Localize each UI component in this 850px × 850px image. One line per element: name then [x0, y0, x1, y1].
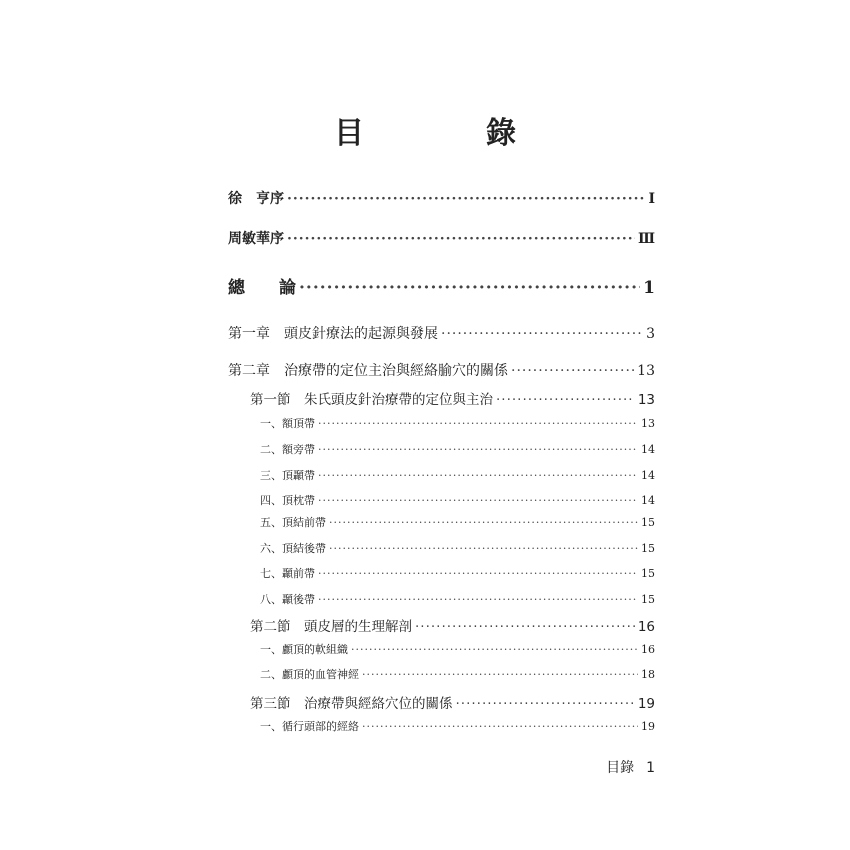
toc-entry-label: 三、頂顳帶 [260, 469, 315, 482]
toc-entry[interactable] [260, 415, 655, 431]
toc-entry-label: 一、額頂帶 [260, 417, 315, 430]
dot-leader [318, 567, 638, 580]
toc-entry[interactable] [228, 188, 655, 208]
toc-entry-label: 徐 亨序 [228, 191, 284, 207]
dot-leader [318, 494, 638, 507]
toc-entry-label: 第二章 治療帶的定位主治與經絡腧穴的關係 [228, 363, 508, 379]
toc-entry-page: 13 [637, 363, 655, 379]
toc-entry[interactable] [260, 565, 655, 581]
toc-entry[interactable] [260, 492, 655, 508]
toc-entry-page: Ⅰ [648, 191, 655, 207]
toc-entry-page: 19 [637, 696, 655, 712]
toc-entry-label: 二、顱頂的血管神經 [260, 668, 359, 681]
dot-leader [329, 542, 638, 555]
toc-entry-label: 一、循行頭部的經絡 [260, 720, 359, 733]
dot-leader [362, 668, 638, 681]
toc-entry-page: Ⅲ [637, 231, 655, 247]
dot-leader [299, 278, 640, 298]
toc-entry[interactable] [260, 591, 655, 607]
dot-leader [362, 720, 638, 733]
toc-entry[interactable] [260, 540, 655, 556]
toc-entry-page: 15 [641, 516, 655, 529]
toc-entry-label: 六、頂結後帶 [260, 542, 326, 555]
toc-entry-page: 18 [641, 668, 655, 681]
dot-leader [441, 326, 643, 342]
dot-leader [496, 392, 635, 408]
dot-leader [318, 593, 638, 606]
toc-entry-label: 周敏華序 [228, 231, 284, 247]
toc-entry[interactable] [228, 323, 655, 343]
dot-leader [329, 516, 638, 529]
toc-entry-label: 第三節 治療帶與經絡穴位的關係 [250, 696, 453, 712]
dot-leader [318, 417, 638, 430]
dot-leader [287, 231, 635, 247]
dot-leader [415, 619, 635, 635]
toc-entry[interactable] [260, 467, 655, 483]
toc-entry[interactable] [228, 273, 655, 298]
toc-entry-label: 第一節 朱氏頭皮針治療帶的定位與主治 [250, 392, 493, 408]
toc-entry[interactable] [260, 514, 655, 530]
toc-entry-label: 七、顳前帶 [260, 567, 315, 580]
toc-entry-page: 14 [641, 443, 655, 456]
toc-entry-page: 15 [641, 542, 655, 555]
toc-entry-page: 16 [637, 619, 655, 635]
toc-entry[interactable] [260, 441, 655, 457]
dot-leader [511, 363, 634, 379]
toc-entry[interactable] [260, 666, 655, 682]
toc-entry-page: 15 [641, 567, 655, 580]
toc-entry-label: 八、顳後帶 [260, 593, 315, 606]
page-title: 目 錄 [334, 116, 562, 151]
page-footer [606, 757, 655, 777]
toc-entry[interactable] [260, 718, 655, 734]
toc-entry-page: 13 [637, 392, 655, 408]
footer-page-number: 1 [646, 760, 655, 776]
toc-entry-label: 第二節 頭皮層的生理解剖 [250, 619, 412, 635]
toc-entry-label: 五、頂結前帶 [260, 516, 326, 529]
dot-leader [318, 443, 638, 456]
dot-leader [287, 191, 645, 207]
toc-entry-label: 二、額旁帶 [260, 443, 315, 456]
toc-entry-label: 總 論 [228, 278, 296, 298]
toc-entry-page: 16 [641, 643, 655, 656]
toc-entry-page: 15 [641, 593, 655, 606]
toc-entry[interactable] [228, 228, 655, 248]
toc-entry-page: 3 [646, 326, 655, 342]
toc-entry[interactable] [250, 615, 655, 635]
toc-entry-page: 13 [641, 417, 655, 430]
toc-entry[interactable] [228, 360, 655, 380]
dot-leader [318, 469, 638, 482]
dot-leader [351, 643, 638, 656]
toc-entry-page: 19 [641, 720, 655, 733]
toc-entry[interactable] [250, 388, 655, 408]
toc-entry-label: 第一章 頭皮針療法的起源與發展 [228, 326, 438, 342]
toc-entry-label: 四、頂枕帶 [260, 494, 315, 507]
dot-leader [456, 696, 635, 712]
toc-entry-page: 14 [641, 494, 655, 507]
toc-entry-label: 一、顱頂的軟組織 [260, 643, 348, 656]
footer-label: 目錄 [606, 760, 635, 776]
toc-entry-page: 1 [643, 278, 655, 298]
toc-entry-page: 14 [641, 469, 655, 482]
toc-entry[interactable] [260, 641, 655, 657]
toc-entry[interactable] [250, 692, 655, 712]
